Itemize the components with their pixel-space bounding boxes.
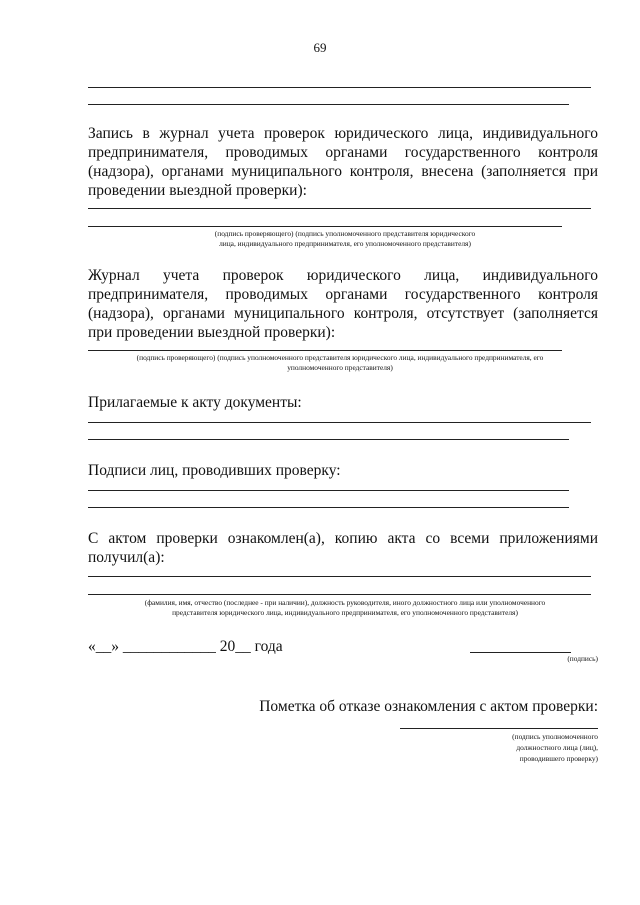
blank-line [88, 439, 569, 440]
signature-line [470, 652, 571, 653]
acquainted-text: С актом проверки ознакомлен(а), копию акта со всеми приложениями получил(а): [88, 530, 598, 566]
date-month-blank: ____________ [122, 638, 216, 655]
blank-line [88, 104, 569, 105]
caption-line: лица, индивидуального предпринимателя, его уполномоченного представителя) [219, 239, 471, 248]
signature-line [88, 594, 591, 595]
caption-line: (подпись уполномоченного [512, 732, 598, 741]
journal-entry-text: Запись в журнал учета проверок юридического лица, индивидуального предпринимателя, проводимых органами государственного контроля (надзора), органами муниципального контроля, внесена (заполняется при проведении выездной проверки): [88, 125, 598, 199]
date-year: 20__ [219, 638, 251, 655]
page-number: 69 [313, 40, 327, 55]
blank-line [88, 507, 569, 508]
caption-line: уполномоченного представителя) [287, 363, 393, 372]
inspectors-signatures-heading: Подписи лиц, проводивших проверку: [88, 462, 341, 479]
blank-line [88, 422, 591, 423]
refusal-heading: Пометка об отказе ознакомления с актом проверки: [259, 698, 598, 715]
signature-line [400, 728, 598, 729]
signature-caption: (подпись) [567, 654, 598, 663]
journal-absent-caption [60, 353, 620, 373]
caption-line: должностного лица (лиц), [516, 743, 598, 752]
date-year-suffix: года [254, 638, 283, 655]
blank-line [88, 208, 591, 209]
date-line [88, 637, 283, 656]
refusal-caption [440, 731, 598, 764]
date-day: «__» [88, 638, 119, 655]
journal-entry-caption [120, 229, 570, 249]
blank-line [88, 87, 591, 88]
caption-line: представителя юридического лица, индивидуального предпринимателя, его уполномоченного представителя) [172, 608, 518, 617]
acquainted-caption [60, 598, 630, 618]
caption-line: проводившего проверку) [519, 754, 598, 763]
journal-absent-text: Журнал учета проверок юридического лица, индивидуального предпринимателя, проводимых органами государственного контроля (надзора), органами муниципального контроля, отсутствует (заполняется при проведении выездной проверки): [88, 267, 598, 341]
blank-line [88, 576, 591, 577]
blank-line [88, 490, 569, 491]
caption-line: (подпись проверяющего) (подпись уполномоченного представителя юридического [214, 229, 476, 238]
caption-line: (фамилия, имя, отчество (последнее - при наличии), должность руководителя, иного должностного лица или уполномоченного [144, 598, 546, 607]
attached-docs-heading: Прилагаемые к акту документы: [88, 394, 302, 411]
signature-line [88, 350, 562, 351]
caption-line: (подпись проверяющего) (подпись уполномоченного представителя юридического лица, индивидуального предпринимателя, его [136, 353, 544, 362]
signature-line [88, 226, 562, 227]
